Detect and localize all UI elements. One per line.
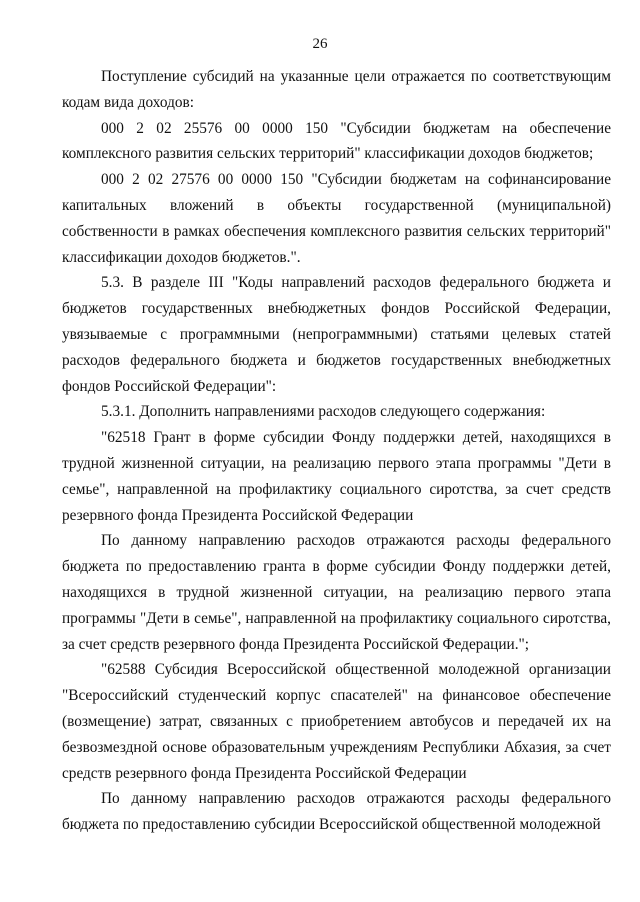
- paragraph: По данному направлению расходов отражаются расходы федерального бюджета по предоставлению субсидии Всероссийской общественной молодежной: [62, 790, 611, 834]
- paragraph: 000 2 02 27576 00 0000 150 "Субсидии бюджетам на софинансирование капитальных вложений в объекты государственной (муниципальной) собственности в рамках обеспечения комплексного развития сельских территорий" классификации доходов бюджетов.".: [62, 171, 611, 266]
- page-number: 26: [312, 36, 328, 52]
- paragraph: По данному направлению расходов отражаются расходы федерального бюджета по предоставлению гранта в форме субсидии Фонду поддержки детей, находящихся в трудной жизненной ситуации, на реализацию первого этапа программы "Дети в семье", направленной на профилактику социального сиротства, за счет средств резервного фонда Президента Российской Федерации.";: [62, 532, 611, 653]
- paragraph: Поступление субсидий на указанные цели отражается по соответствующим кодам вида доходов:: [62, 68, 611, 111]
- paragraph: 000 2 02 25576 00 0000 150 "Субсидии бюджетам на обеспечение комплексного развития сельских территорий" классификации доходов бюджетов;: [62, 119, 611, 163]
- document-body: [62, 64, 611, 838]
- paragraph: 5.3. В разделе III "Коды направлений расходов федерального бюджета и бюджетов государственных внебюджетных фондов Российской Федерации, увязываемые с программными (непрограммными) статьями целевых статей расходов федерального бюджета и бюджетов государственных внебюджетных фондов Российской Федерации":: [62, 274, 611, 395]
- paragraph: "62588 Субсидия Всероссийской общественной молодежной организации "Всероссийский студенческий корпус спасателей" на финансовое обеспечение (возмещение) затрат, связанных с приобретением автобусов и передачей их на безвозмездной основе образовательным учреждениям Республики Абхазия, за счет средств резервного фонда Президента Российской Федерации: [62, 661, 611, 782]
- paragraph: "62518 Грант в форме субсидии Фонду поддержки детей, находящихся в трудной жизненной ситуации, на реализацию первого этапа программы "Дети в семье", направленной на профилактику социального сиротства, за счет средств резервного фонда Президента Российской Федерации: [62, 429, 611, 524]
- paragraph: 5.3.1. Дополнить направлениями расходов следующего содержания:: [101, 403, 546, 421]
